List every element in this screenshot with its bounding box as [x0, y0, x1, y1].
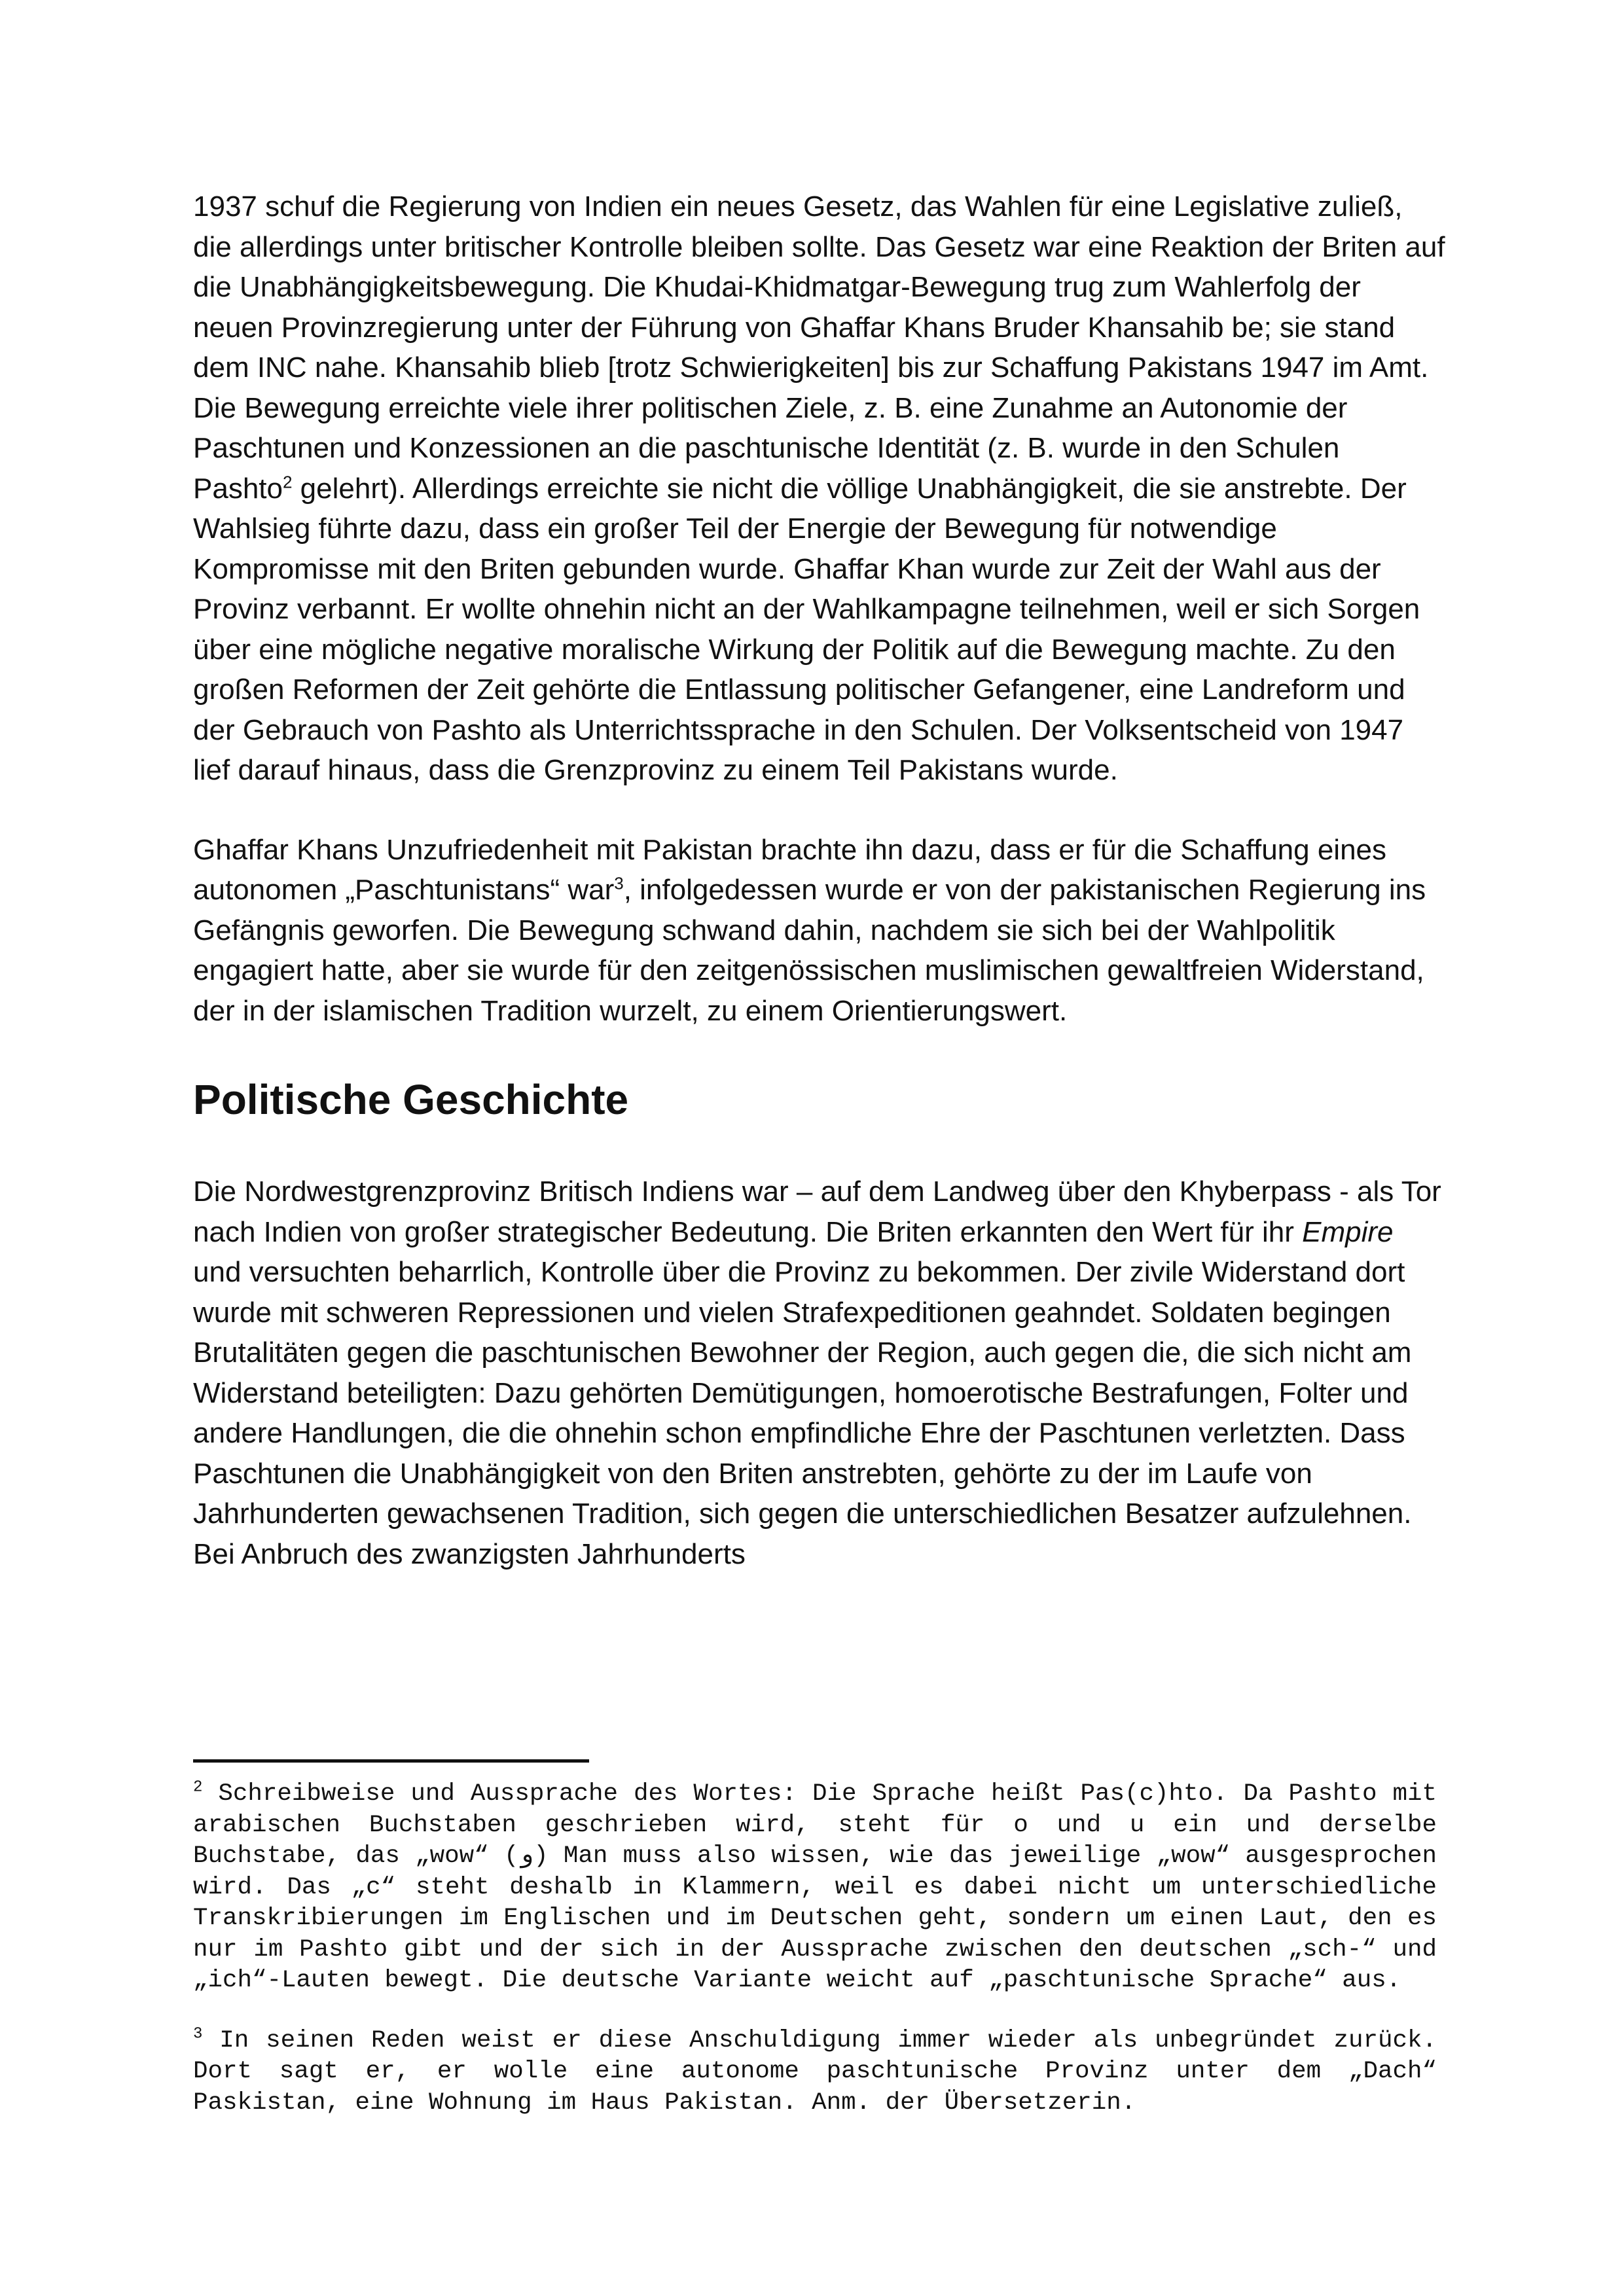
paragraph-pakistan — [193, 830, 1447, 1031]
paragraph-election-1937 — [193, 187, 1447, 791]
footnote-number: 2 — [193, 1778, 203, 1797]
emphasis-text: Empire — [1302, 1215, 1394, 1248]
footnote-separator — [193, 1759, 589, 1763]
footnote-2 — [193, 1779, 1437, 1997]
footnote-ref-2[interactable]: 2 — [282, 471, 293, 492]
paragraph-text: Ghaffar Khans Unzufriedenheit mit Pakistan brachte ihn dazu, dass er für die Schaffung eines autonomen „Paschtunistans“ war — [193, 833, 1387, 906]
paragraph-text: , infolgedessen wurde er von der pakistanischen Regierung ins Gefängnis geworfen. Die Bewegung schwand dahin, nachdem sie sich bei der Wahlpolitik engagiert hatte, aber sie wurde für den zeitgenössischen muslimischen gewaltfreien Widerstand, der in der islamischen Tradition wurzelt, zu einem Orientierungswert. — [193, 874, 1426, 1027]
footnotes — [193, 1779, 1437, 2119]
footnote-ref-3[interactable]: 3 — [614, 873, 624, 893]
footnote-number: 3 — [193, 2025, 203, 2043]
paragraph-text: gelehrt). Allerdings erreichte sie nicht die völlige Unabhängigkeit, die sie anstrebte. Der Wahlsieg führte dazu, dass ein großer Teil der Energie der Bewegung für notwendige Kompromisse mit den Briten gebunden wurde. Ghaffar Khan wurde zur Zeit der Wahl aus der Provinz verbannt. Er wollte ohnehin nicht an der Wahlkampagne teilnehmen, weil er sich Sorgen über eine mögliche negative moralische Wirkung der Politik auf die Bewegung machte. Zu den großen Reformen der Zeit gehörte die Entlassung politischer Gefangener, eine Landreform und der Gebrauch von Pashto als Unterrichtssprache in den Schulen. Der Volksentscheid von 1947 lief darauf hinaus, dass die Grenzprovinz zu einem Teil Pakistans wurde. — [193, 472, 1420, 786]
footnote-text: Schreibweise und Aussprache des Wortes: Die Sprache heißt Pas(c)hto. Da Pashto mit arabischen Buchstaben geschrieben wird, steht für o und u ein und derselbe Buchstabe, das „wow“ (و) Man muss also wissen, wie das jeweilige „wow“ ausgesprochen wird. Das „c“ steht deshalb in Klammern, weil es dabei nicht um unterschiedliche Transkribierungen im Englischen und im Deutschen geht, sondern um einen Laut, den es nur im Pashto gibt und der sich in der Aussprache zwischen den deutschen „sch-“ und „ich“-Lauten bewegt. Die deutsche Variante weicht auf „paschtunische Sprache“ aus. — [193, 1780, 1437, 1994]
page-body — [193, 187, 1447, 1574]
footnote-text: In seinen Reden weist er diese Anschuldigung immer wieder als unbegründet zurück. Dort sagt er, er wolle eine autonome paschtunische Provinz unter dem „Dach“ Paskistan, eine Wohnung im Haus Pakistan. Anm. der Übersetzerin. — [193, 2026, 1437, 2117]
section-heading: Politische Geschichte — [193, 1076, 629, 1123]
paragraph-text: und versuchten beharrlich, Kontrolle über die Provinz zu bekommen. Der zivile Widerstand dort wurde mit schweren Repressionen und vielen Strafexpeditionen geahndet. Soldaten begingen Brutalitäten gegen die paschtunischen Bewohner der Region, auch gegen die, die sich nicht am Widerstand beteiligten: Dazu gehörten Demütigungen, homoerotische Bestrafungen, Folter und andere Handlungen, die die ohnehin schon empfindliche Ehre der Paschtunen verletzten. Dass Paschtunen die Unabhängigkeit von den Briten anstrebten, gehörte zu der im Laufe von Jahrhunderten gewachsenen Tradition, sich gegen die unterschiedlichen Besatzer aufzulehnen. Bei Anbruch des zwanzigsten Jahrhunderts — [193, 1256, 1412, 1570]
paragraph-political-history — [193, 1172, 1447, 1574]
paragraph-text: Die Nordwestgrenzprovinz Britisch Indiens war – auf dem Landweg über den Khyberpass - als Tor nach Indien von großer strategischer Bedeutung. Die Briten erkannten den Wert für ihr — [193, 1175, 1441, 1248]
footnote-3 — [193, 2026, 1437, 2119]
paragraph-text: 1937 schuf die Regierung von Indien ein neues Gesetz, das Wahlen für eine Legislative zuließ, die allerdings unter britischer Kontrolle bleiben sollte. Das Gesetz war eine Reaktion der Briten auf die Unabhängigkeitsbewegung. Die Khudai-Khidmatgar-Bewegung trug zum Wahlerfolg der neuen Provinzregierung unter der Führung von Ghaffar Khans Bruder Khansahib be; sie stand dem INC nahe. Khansahib blieb [trotz Schwierigkeiten] bis zur Schaffung Pakistans 1947 im Amt. Die Bewegung erreichte viele ihrer politischen Ziele, z. B. eine Zunahme an Autonomie der Paschtunen und Konzessionen an die paschtunische Identität (z. B. wurde in den Schulen Pashto — [193, 190, 1445, 505]
